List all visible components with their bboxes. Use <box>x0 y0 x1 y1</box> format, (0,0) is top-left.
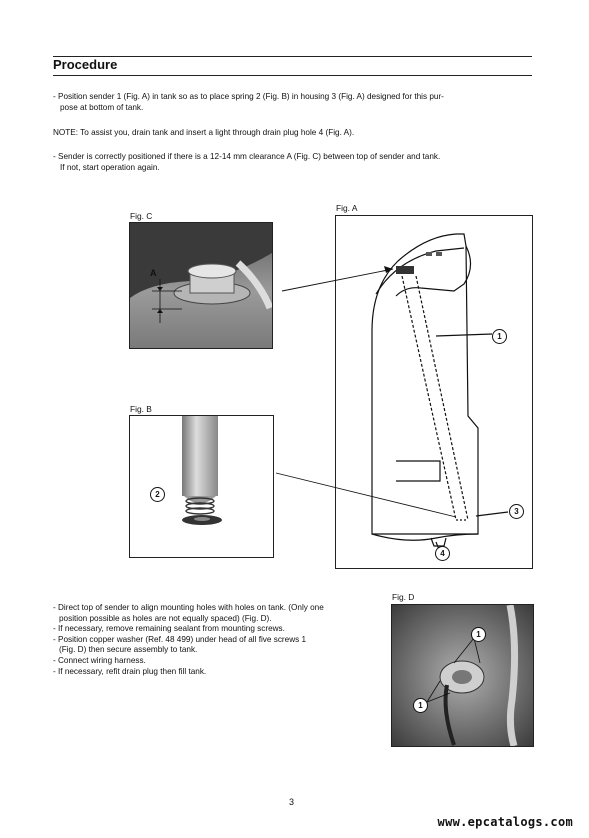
callout-1: 1 <box>492 329 507 344</box>
callout-1-bottom: 1 <box>413 698 428 713</box>
list-item: position possible as holes are not equally spaced) (Fig. D). <box>59 613 272 623</box>
steps-list <box>53 603 383 677</box>
paragraph-line: - Position sender 1 (Fig. A) in tank so as to place spring 2 (Fig. B) in housing 3 (Fig. A) designed for this pur- <box>53 92 444 101</box>
callout-3: 3 <box>509 504 524 519</box>
fig-c-label: Fig. C <box>130 211 153 221</box>
list-item: (Fig. D) then secure assembly to tank. <box>59 645 198 655</box>
page-number: 3 <box>289 797 295 807</box>
callout-4: 4 <box>435 546 450 561</box>
list-item: - If necessary, refit drain plug then fill tank. <box>53 666 207 676</box>
fig-d-illustration <box>392 605 533 746</box>
callout-1-top: 1 <box>471 627 486 642</box>
fig-d-photo <box>391 604 534 747</box>
fig-b-label: Fig. B <box>130 404 152 414</box>
watermark: www.epcatalogs.com <box>437 815 573 829</box>
paragraph-line: - Sender is correctly positioned if there is a 12-14 mm clearance A (Fig. C) between top of sender and tank. <box>53 152 441 161</box>
fig-d-label: Fig. D <box>392 592 415 602</box>
paragraph-line: If not, start operation again. <box>60 163 160 172</box>
list-item: - Connect wiring harness. <box>53 655 146 665</box>
list-item: - If necessary, remove remaining sealant from mounting screws. <box>53 624 285 634</box>
note-paragraph: NOTE: To assist you, drain tank and insert a light through drain plug hole 4 (Fig. A). <box>53 128 355 137</box>
list-item: - Direct top of sender to align mounting holes with holes on tank. (Only one <box>53 603 324 612</box>
callout-2: 2 <box>150 487 165 502</box>
dimension-a-label: A <box>150 268 157 278</box>
section-title: Procedure <box>53 57 118 72</box>
paragraph-line: pose at bottom of tank. <box>60 103 144 112</box>
list-item: - Position copper washer (Ref. 48 499) under head of all five screws 1 <box>53 634 307 644</box>
fig-a-label: Fig. A <box>336 203 358 213</box>
